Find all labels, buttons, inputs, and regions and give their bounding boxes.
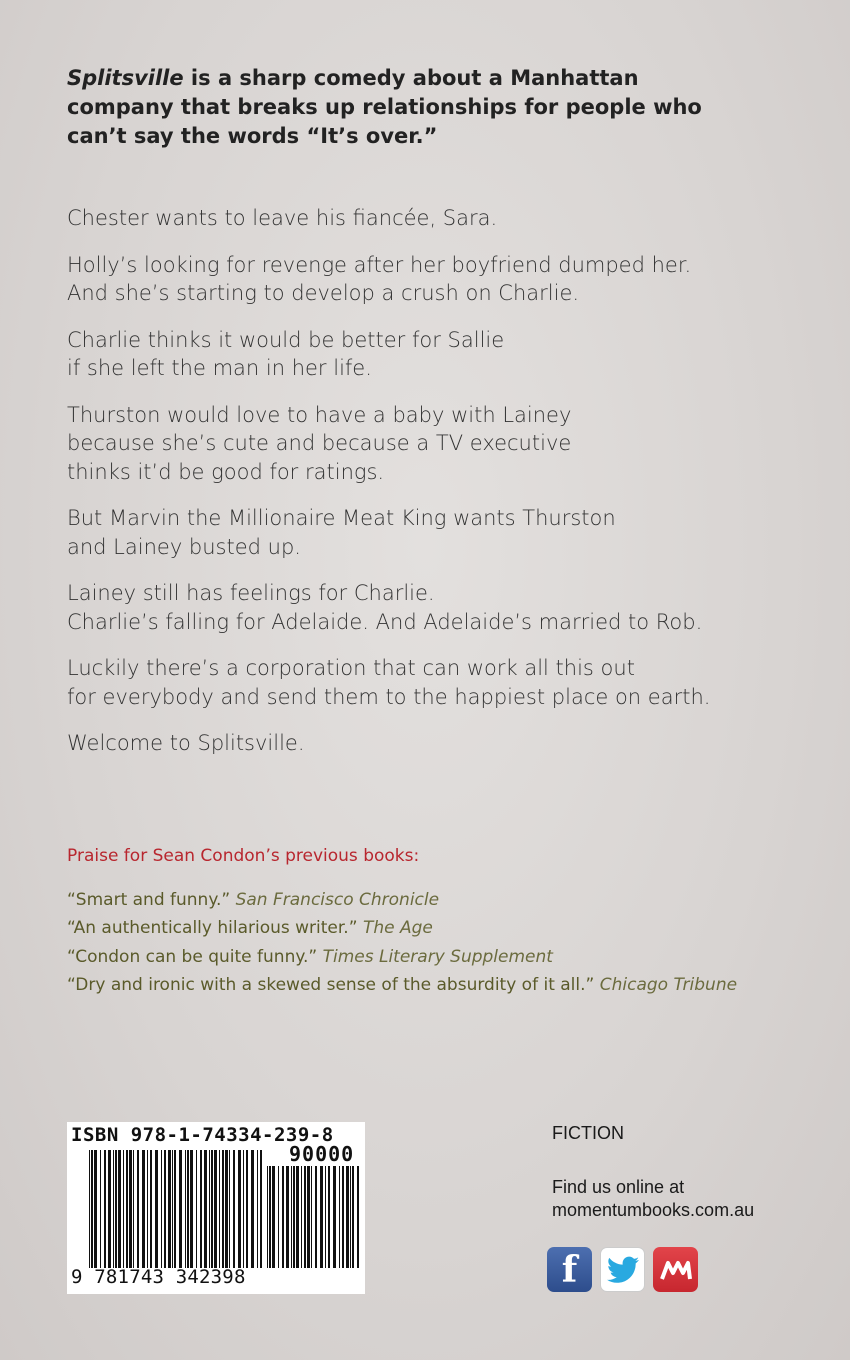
synopsis-paragraph: Charlie thinks it would be better for Sallie if she left the man in her life. [67,327,505,380]
barcode-bar [126,1150,128,1268]
price-addon-digits: 90000 [289,1142,355,1166]
barcode-bar [342,1166,344,1268]
synopsis-paragraph: Luckily there’s a corporation that can work all this out for everybody and send them to the happiest place on earth. [67,656,711,709]
barcode-bar [174,1150,176,1268]
momentum-icon[interactable] [653,1247,698,1292]
quote-source: Times Literary Supplement [322,946,553,967]
quote-text: “Dry and ironic with a skewed sense of the absurdity of it all.” [67,974,595,995]
barcode-bar [179,1150,182,1268]
barcode-bar [282,1166,284,1268]
barcode-bar [291,1166,292,1268]
twitter-icon[interactable] [600,1247,645,1292]
barcode-bar [243,1150,244,1268]
find-us-text: Find us online at [552,1177,685,1197]
publisher-website [552,1176,754,1222]
quote-text: “An authentically hilarious writer.” [67,918,358,939]
barcode-bar [328,1166,330,1268]
synopsis-paragraph: Chester wants to leave his fiancée, Sara. [67,206,498,230]
barcode-bar [352,1166,354,1268]
barcode-bar [147,1150,148,1268]
website-url[interactable]: momentumbooks.com.au [552,1200,755,1220]
barcode-bar [251,1150,254,1268]
barcode-bar [339,1166,340,1268]
praise-quote [67,971,827,999]
barcode-bar [91,1150,93,1268]
barcode-bar [260,1150,262,1268]
barcode-bar [357,1166,359,1268]
barcode-bar [104,1150,106,1268]
quote-source: Chicago Tribune [599,974,738,995]
isbn-number: ISBN 978-1-74334-239-8 [71,1124,334,1146]
barcode-bar [137,1150,139,1268]
barcode-bar [293,1166,295,1268]
barcode-bar [225,1150,228,1268]
barcode-bar [229,1150,230,1268]
barcode-bar [115,1150,117,1268]
synopsis-paragraph: But Marvin the Millionaire Meat King wants Thurston and Lainey busted up. [67,506,616,559]
barcode-bar [269,1166,271,1268]
barcode-bar [320,1166,323,1268]
quote-text: “Smart and funny.” [67,890,231,910]
barcode-bar [325,1166,326,1268]
barcode-bar [196,1150,197,1268]
barcode-bar [133,1150,134,1268]
book-title: Splitsville [67,66,184,90]
facebook-icon[interactable]: f [547,1247,592,1292]
synopsis [67,204,787,776]
praise-quotes [67,886,827,999]
barcode-bar [129,1150,132,1268]
barcode-bar [123,1150,124,1268]
barcode-bar [118,1150,121,1268]
barcode-bar [209,1150,210,1268]
praise-quote [67,886,827,914]
barcode-bar [100,1150,101,1268]
praise-quote [67,914,827,942]
barcode-bar [172,1150,173,1268]
intro-text: is a sharp comedy about a Manhattan company that breaks up relationships for people who can’t say the words “It’s over.” [67,66,702,148]
quote-text: “Condon can be quite funny.” [67,946,318,967]
barcode-bar [168,1150,171,1268]
barcode-bar [222,1150,224,1268]
intro-blurb [67,64,707,151]
barcode-bar [113,1150,114,1268]
synopsis-paragraph: Lainey still has feelings for Charlie. Charlie’s falling for Adelaide. And Adelaide’s married to Rob. [67,581,703,634]
barcode-bar [214,1150,217,1268]
synopsis-paragraph: Holly’s looking for revenge after her boyfriend dumped her. And she’s starting to develop a crush on Charlie. [67,252,692,305]
addon-barcode-bars [267,1166,359,1268]
barcode-bar [185,1150,186,1268]
barcode-bar [219,1150,220,1268]
barcode-bar [94,1150,97,1268]
isbn-barcode [67,1122,365,1294]
ean-barcode-bars [89,1150,263,1268]
barcode-bar [187,1150,189,1268]
barcode-bar [161,1150,162,1268]
barcode-bar [307,1166,310,1268]
synopsis-paragraph: Thurston would love to have a baby with Lainey because she’s cute and because a TV executive thinks it’d be good for ratings. [67,402,572,484]
barcode-bar [190,1150,193,1268]
praise-quote [67,943,827,971]
social-icons [547,1247,698,1292]
barcode-bar [346,1166,349,1268]
barcode-bar [315,1166,317,1268]
barcode-bar [200,1150,202,1268]
barcode-bar [333,1166,336,1268]
barcode-bar [301,1166,302,1268]
barcode-bar [155,1150,158,1268]
quote-source: The Age [362,918,433,939]
barcode-bar [211,1150,213,1268]
barcode-bar [150,1150,152,1268]
synopsis-paragraph: Welcome to Splitsville. [67,731,305,755]
barcode-bar [142,1150,145,1268]
barcode-bar [350,1166,351,1268]
praise-heading: Praise for Sean Condon’s previous books: [67,846,420,866]
barcode-bar [304,1166,306,1268]
barcode-bar [278,1166,279,1268]
barcode-bar [267,1166,268,1268]
barcode-bar [108,1150,111,1268]
barcode-bar [233,1150,235,1268]
barcode-digits: 9 781743 342398 [71,1266,246,1288]
genre-label: FICTION [552,1123,624,1143]
barcode-bar [204,1150,207,1268]
barcode-bar [257,1150,258,1268]
barcode-bar [238,1150,241,1268]
quote-source: San Francisco Chronicle [235,890,440,910]
barcode-bar [296,1166,299,1268]
barcode-bar [311,1166,312,1268]
barcode-bar [286,1166,289,1268]
barcode-bar [272,1166,275,1268]
barcode-bar [246,1150,248,1268]
barcode-bar [164,1150,166,1268]
barcode-bar [89,1150,90,1268]
